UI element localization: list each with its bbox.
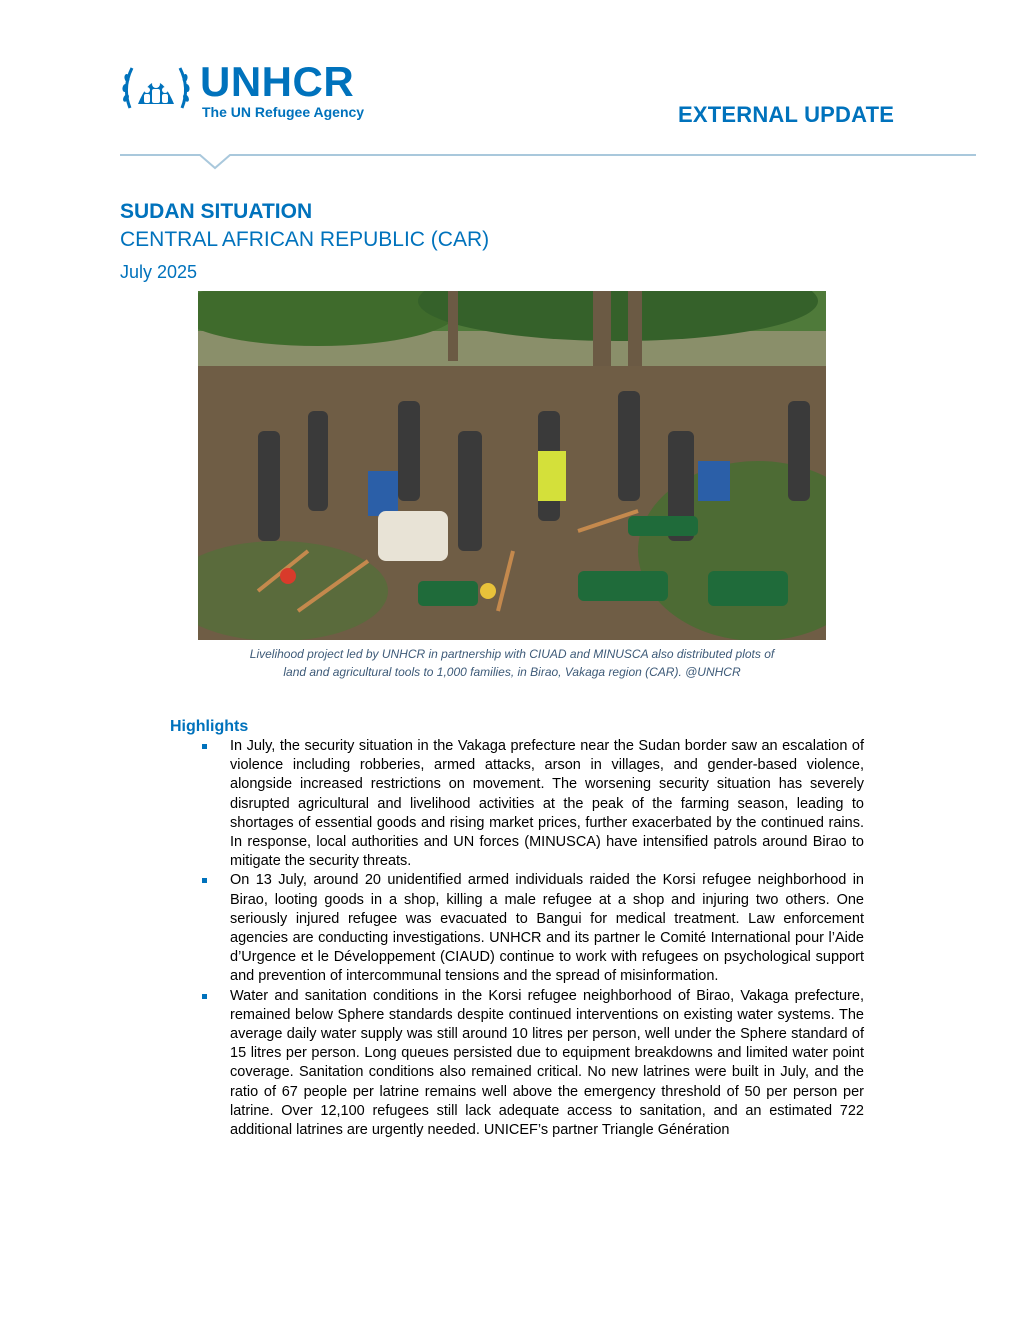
logo-tagline: The UN Refugee Agency [202, 104, 365, 120]
highlight-text: Water and sanitation conditions in the Korsi refugee neighborhood of Birao, Vakaga prefecture, remained below Sphere standards despite continued interventions on existing water systems. The average daily water supply was still around 10 litres per person, well under the Sphere standard of 15 litres per person. Long queues persisted due to equipment breakdowns and limited water point coverage. Sanitation conditions also remained critical. No new latrines were built in July, and the ratio of 67 people per latrine remains well above the emergency threshold of 50 per person per latrine. Over 12,100 refugees still lack adequate access to sanitation, and an estimated 722 additional latrines are urgently needed. UNICEF’s partner Triangle Génération [230, 987, 864, 1139]
header-divider [120, 140, 976, 170]
country-title: CENTRAL AFRICAN REPUBLIC (CAR) [120, 228, 490, 251]
document-type: EXTERNAL UPDATE [678, 102, 895, 127]
highlight-item [198, 871, 864, 986]
bullet-square-icon [202, 744, 207, 749]
highlight-text: On 13 July, around 20 unidentified armed individuals raided the Korsi refugee neighborhood in Birao, looting goods in a shop, killing a male refugee at a shop and injuring two others. One seriously injured refugee was evacuated to Bangui for medical treatment. Law enforcement agencies are conducting investigations. UNHCR and its partner le Comité International pour l’Aide d’Urgence et le Développement (CIAUD) continue to work with refugees on psychological support and prevention of intercommunal tensions and the spread of misinformation. [230, 872, 864, 985]
unhcr-emblem-icon [120, 58, 192, 120]
highlights-list [198, 737, 864, 1140]
highlight-text: In July, the security situation in the Vakaga prefecture near the Sudan border saw an escalation of violence including robberies, armed attacks, arson in villages, and gender-based violence, alongside increased restrictions on movement. The worsening security situation has severely disrupted agricultural and livelihood activities at the peak of the farming season, leading to shortages of essential goods and rising market prices, further exacerbated by the continued rains. In response, local authorities and UN forces (MINUSCA) have intensified patrols around Birao to mitigate the security threats. [230, 738, 864, 870]
bullet-square-icon [202, 878, 207, 883]
report-date: July 2025 [120, 262, 198, 282]
highlights-heading: Highlights [170, 718, 249, 735]
logo-name: UNHCR [200, 58, 355, 105]
highlight-item [198, 737, 864, 871]
situation-title: SUDAN SITUATION [120, 200, 313, 223]
caption-line-2: land and agricultural tools to 1,000 families, in Birao, Vakaga region (CAR). @UNHCR [283, 665, 741, 679]
highlight-item [198, 987, 864, 1141]
photo-caption [200, 645, 824, 681]
livelihood-distribution-photo [198, 291, 826, 640]
bullet-square-icon [202, 994, 207, 999]
caption-line-1: Livelihood project led by UNHCR in partnership with CIUAD and MINUSCA also distributed plots of [249, 647, 775, 661]
